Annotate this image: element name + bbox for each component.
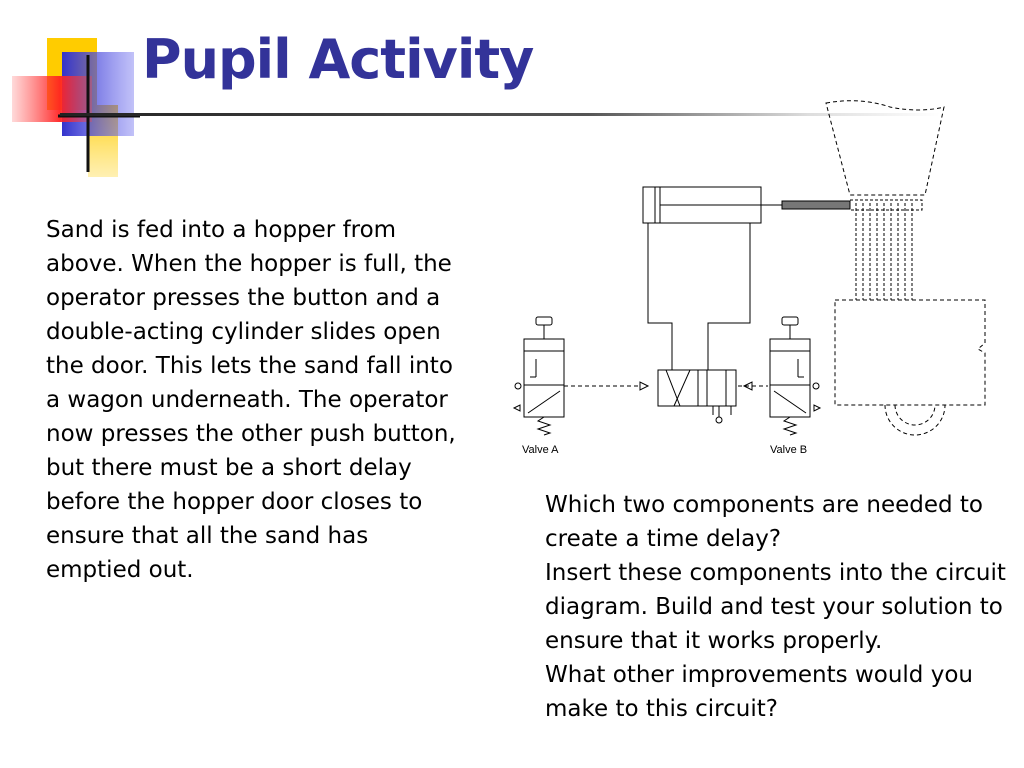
valve-a-label: Valve A (522, 444, 559, 456)
hopper-door (850, 200, 922, 210)
questions-block (545, 488, 1023, 726)
valve-b (770, 317, 820, 435)
task-description: Sand is fed into a hopper from above. When the hopper is full, the operator presses the button and a double-acting cylinder slides open the door. This lets the sand fall into a wagon underneath. The operator now presses the other push button, but there must be a short delay before the hopper door closes to ensure that all the sand has emptied out. (46, 217, 456, 583)
valve-a (514, 317, 564, 435)
cylinder-rod (782, 201, 850, 209)
slide-logo-graphic (0, 0, 140, 180)
hopper-outline (826, 101, 944, 195)
cylinder-air-lines (648, 223, 750, 370)
slide-title: Pupil Activity (142, 28, 534, 91)
valve-b-label: Valve B (770, 444, 808, 456)
wagon-outline (835, 300, 985, 435)
question-3: What other improvements would you make to this circuit? (545, 662, 973, 722)
double-acting-cylinder (643, 187, 782, 223)
falling-sand (856, 203, 912, 300)
pilot-arrow-a (640, 382, 648, 390)
pneumatic-circuit-diagram (500, 95, 1000, 465)
question-1: Which two components are needed to create a time delay? (545, 492, 983, 552)
question-2: Insert these components into the circuit diagram. Build and test your solution to ensure that it works properly. (545, 560, 1006, 654)
five-two-valve (658, 370, 736, 423)
